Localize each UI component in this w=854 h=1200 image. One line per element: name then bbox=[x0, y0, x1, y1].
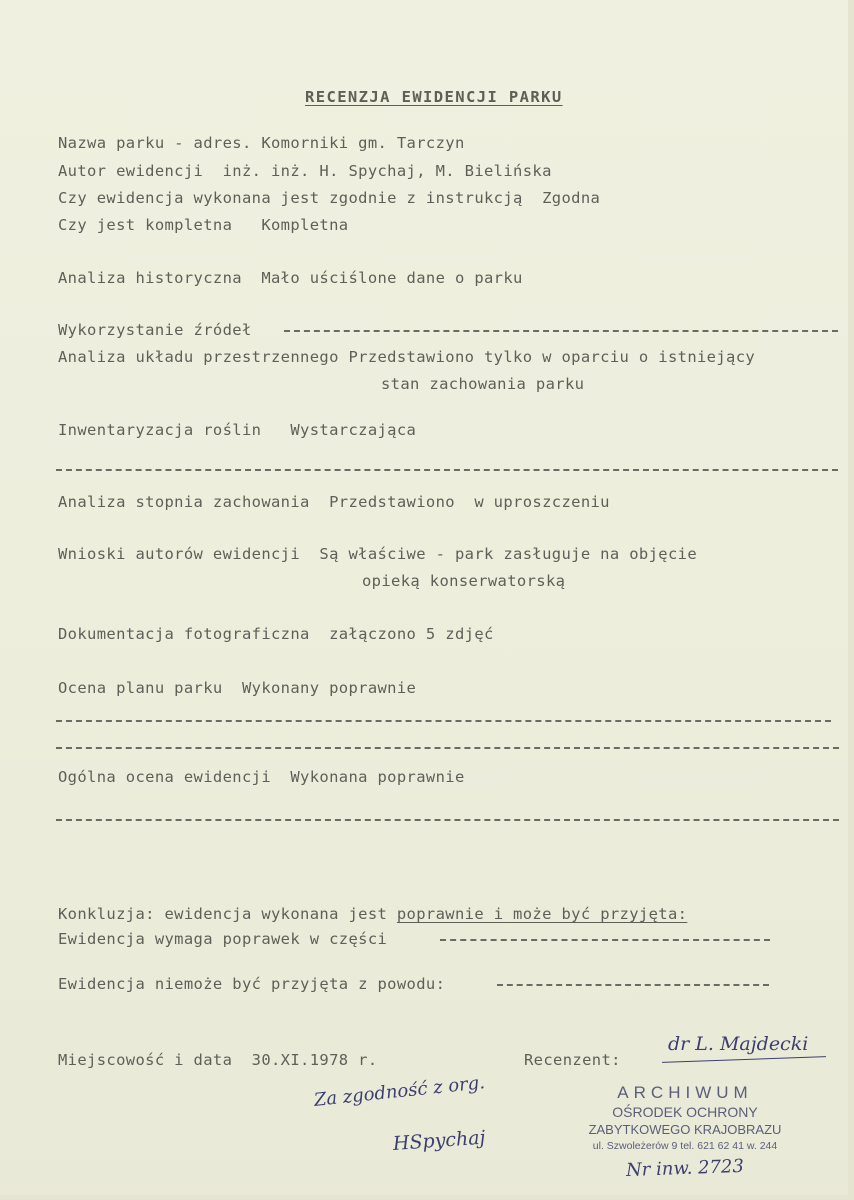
stamp-line-3: ZABYTKOWEGO KRAJOBRAZU bbox=[588, 1122, 782, 1137]
plan-assessment-line: Ocena planu parku Wykonany poprawnie bbox=[58, 679, 417, 697]
conclusions-line-2: opieką konserwatorską bbox=[362, 572, 566, 590]
place-date-line: Miejscowość i data 30.XI.1978 r. bbox=[58, 1051, 378, 1069]
reviewer-label: Recenzent: bbox=[524, 1051, 621, 1069]
author-line: Autor ewidencji inż. inż. H. Spychaj, M. Bielińska bbox=[58, 162, 552, 180]
plant-inventory-blank bbox=[56, 469, 838, 471]
compliance-line: Czy ewidencja wykonana jest zgodnie z instrukcją Zgodna bbox=[58, 189, 601, 207]
stamp-line-1: ARCHIWUM bbox=[617, 1083, 753, 1102]
spatial-analysis-line-2: stan zachowania parku bbox=[381, 375, 585, 393]
sources-line: Wykorzystanie źródeł bbox=[58, 321, 252, 339]
photo-documentation-line: Dokumentacja fotograficzna załączono 5 zdjęć bbox=[58, 625, 494, 643]
plan-blank-1 bbox=[56, 720, 831, 722]
plan-blank-2 bbox=[56, 747, 839, 749]
inventory-number: Nr inw. 2723 bbox=[625, 1155, 745, 1181]
certifier-initials: HSpychaj bbox=[392, 1126, 487, 1155]
historical-analysis-line: Analiza historyczna Mało uściślone dane o parku bbox=[58, 269, 523, 287]
rejection-blank bbox=[497, 984, 769, 986]
conclusion-prefix: Konkluzja: ewidencja wykonana jest bbox=[58, 905, 397, 923]
conclusions-line: Wnioski autorów ewidencji Są właściwe - park zasługuje na objęcie bbox=[58, 545, 697, 563]
conclusion-corrections-line: Ewidencja wymaga poprawek w części bbox=[58, 930, 388, 948]
stamp-line-2: OŚRODEK OCHRONY bbox=[612, 1104, 758, 1120]
spatial-analysis-line: Analiza układu przestrzennego Przedstawiono tylko w oparciu o istniejący bbox=[58, 348, 756, 366]
park-name-line: Nazwa parku - adres. Komorniki gm. Tarczyn bbox=[58, 134, 465, 152]
overall-blank bbox=[56, 819, 839, 821]
plant-inventory-line: Inwentaryzacja roślin Wystarczająca bbox=[58, 421, 417, 439]
conclusion-rejected-line: Ewidencja niemoże być przyjęta z powodu: bbox=[58, 975, 446, 993]
sources-blank bbox=[284, 330, 838, 332]
corrections-blank bbox=[440, 939, 770, 941]
certification-note: Za zgodność z org. bbox=[312, 1072, 486, 1111]
archive-stamp bbox=[580, 1083, 790, 1152]
stamp-line-4: ul. Szwoleżerów 9 tel. 621 62 41 w. 244 bbox=[592, 1140, 778, 1152]
overall-assessment-line: Ogólna ocena ewidencji Wykonana poprawnie bbox=[58, 768, 465, 786]
conclusion-accepted-line bbox=[58, 905, 687, 923]
signature-underline bbox=[662, 1056, 826, 1063]
preservation-line: Analiza stopnia zachowania Przedstawiono w uproszczeniu bbox=[58, 493, 610, 511]
completeness-line: Czy jest kompletna Kompletna bbox=[58, 216, 349, 234]
conclusion-value: poprawnie i może być przyjęta: bbox=[396, 905, 688, 923]
page-edge-bottom bbox=[0, 1195, 854, 1200]
page-edge-right bbox=[848, 0, 854, 1200]
document-title: RECENZJA EWIDENCJI PARKU bbox=[305, 88, 563, 106]
reviewer-signature: dr L. Majdecki bbox=[668, 1033, 809, 1055]
